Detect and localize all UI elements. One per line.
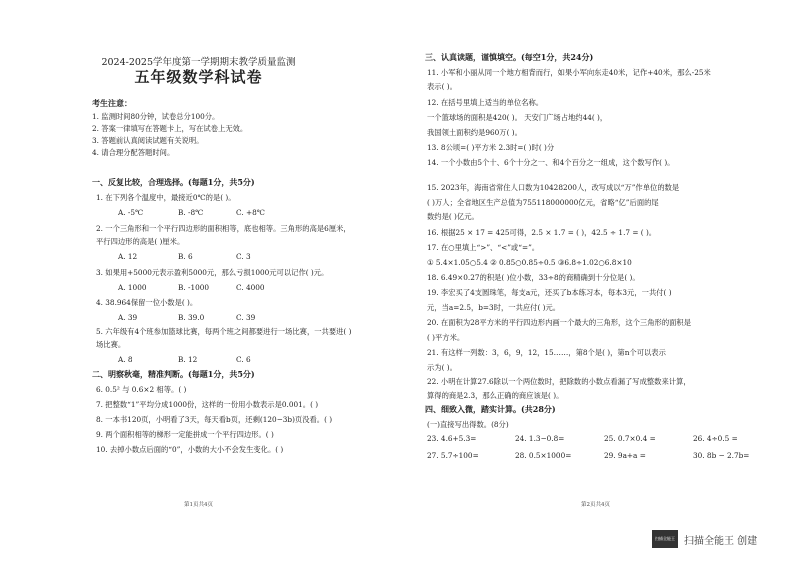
- question-22-line-1: 22. 小明在计算27.6除以一个两位数时，把除数的小数点看漏了写成整数来计算，: [427, 377, 691, 386]
- q2-option-a: A. 12: [118, 252, 138, 261]
- question-3: 3. 如果用+5000元表示盈利5000元，那么亏损1000元可以记作( )元。: [96, 268, 329, 277]
- question-17-line-2: ① 5.4×1.05○5.4 ② 0.85○0.85÷0.5 ③6.8÷1.02○6.8×10: [427, 258, 632, 267]
- exam-title: 五年级数学科试卷: [134, 68, 263, 86]
- question-19-line-2: 元，当a=2.5，b=3时，一共应付( )元。: [427, 303, 561, 312]
- q2-option-b: B. 6: [178, 252, 193, 261]
- q4-option-b: B. 39.0: [178, 313, 205, 322]
- q3-option-c: C. 4000: [236, 283, 265, 292]
- question-17-line-1: 17. 在○里填上“>”、“<”或“=”。: [427, 243, 540, 252]
- question-21-line-1: 21. 有这样一列数：3，6，9，12，15……，第8个是( )，第n个可以表示: [427, 348, 666, 357]
- question-7: 7. 把整数“1”平均分成1000份，这样的一份用小数表示是0.001。( ): [96, 400, 319, 409]
- q3-option-a: A. 1000: [118, 283, 147, 292]
- calc-28: 28. 0.5×1000=: [515, 451, 572, 460]
- question-21-line-2: 示为( )。: [427, 363, 457, 372]
- question-19-line-1: 19. 李宏买了4支圆珠笔，每支a元，还买了b本练习本，每本3元，一共付( ): [427, 288, 672, 297]
- question-18: 18. 6.49×0.27的积是( )位小数，33÷8的商精确到十分位是( )。: [427, 273, 640, 282]
- question-15-line-1: 15. 2023年，海南省常住人口数为10428200人，改写成以“万”作单位的数是: [427, 183, 680, 192]
- calc-24: 24. 1.3−0.8=: [515, 434, 565, 443]
- q4-option-c: C. 39: [236, 313, 256, 322]
- notice-4: 4. 请合理分配答题时间。: [92, 148, 175, 157]
- question-16: 16. 根据25 × 17 = 425可得，2.5 × 1.7 = ( )，42.5 ÷ 1.7 = ( )。: [427, 228, 657, 237]
- question-12-line-1: 12. 在括号里填上适当的单位名称。: [427, 98, 544, 107]
- question-8: 8. 一本书120页，小明看了3天，每天看b页，还剩(120−3b)页没看。( ): [96, 415, 333, 424]
- question-6: 6. 0.5² 与 0.6×2 相等。( ): [96, 385, 187, 394]
- calc-27: 27. 5.7÷100=: [427, 451, 479, 460]
- section-3-heading: 三、认真读题，谨慎填空。(每空1分，共24分): [425, 52, 594, 62]
- section-1-heading: 一、反复比较，合理选择。(每题1分，共5分): [92, 177, 255, 187]
- question-11-line-2: 表示( )。: [427, 82, 457, 91]
- notice-header: 考生注意：: [92, 98, 132, 108]
- calc-29: 29. 9a+a =: [604, 451, 646, 460]
- q2-option-c: C. 3: [236, 252, 251, 261]
- notice-3: 3. 答题前认真阅读试题有关说明。: [92, 136, 204, 145]
- question-15-line-3: 数约是( )亿元。: [427, 212, 479, 221]
- q4-option-a: A. 39: [118, 313, 138, 322]
- calc-30: 30. 8b − 2.7b=: [693, 451, 750, 460]
- scanner-logo-icon: 扫描全能王: [652, 530, 678, 548]
- q5-option-b: B. 12: [178, 355, 198, 364]
- question-12-line-3: 我国领土面积约是960万( )。: [427, 128, 522, 137]
- watermark-text: 扫描全能王 创建: [684, 535, 758, 547]
- question-15-line-2: ( )万人；全省地区生产总值为755118000000亿元，省略“亿”后面的尾: [427, 198, 659, 207]
- calc-23: 23. 4.6+5.3=: [427, 434, 477, 443]
- question-9: 9. 两个面积相等的梯形一定能拼成一个平行四边形。( ): [96, 430, 274, 439]
- q1-option-a: A. -5℃: [118, 208, 144, 217]
- question-20-line-2: ( )平方米。: [427, 333, 465, 342]
- scanner-watermark: [652, 530, 757, 548]
- q1-option-b: B. -8℃: [178, 208, 204, 217]
- notice-2: 2. 答案一律填写在答题卡上，写在试卷上无效。: [92, 124, 248, 133]
- question-5-line-2: 场比赛。: [96, 340, 126, 349]
- section-4-heading: 四、细致入微，踏实计算。(共28分): [425, 404, 556, 414]
- notice-1: 1. 监测时间80分钟，试卷总分100分。: [92, 112, 220, 121]
- question-14: 14. 一个小数由5个十、6个十分之一、和4个百分之一组成，这个数写作( )。: [427, 158, 675, 167]
- q5-option-a: A. 8: [118, 355, 133, 364]
- section-4-subheading: (一)直接写出得数。(8分): [427, 420, 509, 429]
- question-2-line-2: 平行四边形的高是( )厘米。: [96, 237, 185, 246]
- exam-page-2: [397, 0, 794, 561]
- calc-26: 26. 4÷0.5 =: [693, 434, 738, 443]
- page-2-footer: 第2页共4页: [581, 502, 610, 508]
- page-1-footer: 第1页共4页: [184, 502, 213, 508]
- question-13: 13. 8公顷=( )平方米 2.3时=( )时( )分: [427, 143, 555, 152]
- question-20-line-1: 20. 在面积为28平方米的平行四边形内画一个最大的三角形，这个三角形的面积是: [427, 318, 692, 327]
- q5-option-c: C. 6: [236, 355, 251, 364]
- question-4: 4. 38.964保留一位小数是( )。: [96, 298, 198, 307]
- question-12-line-2: 一个篮球场的面积是420( )。 天安门广场占地约44( )，: [427, 113, 608, 122]
- section-2-heading: 二、明察秋毫，精准判断。(每题1分，共5分): [92, 369, 255, 379]
- question-2-line-1: 2. 一个三角形和一个平行四边形的面积相等，底也相等。三角形的高是6厘米，: [96, 224, 351, 233]
- q1-option-c: C. +8℃: [236, 208, 265, 217]
- question-5-line-1: 5. 六年级有4个班参加篮球比赛，每两个班之间都要进行一场比赛，一共要进( ): [96, 327, 352, 336]
- question-1: 1. 在下列各个温度中，最接近0℃的是( )。: [96, 193, 236, 202]
- calc-25: 25. 0.7×0.4 =: [604, 434, 656, 443]
- q3-option-b: B. -1000: [178, 283, 210, 292]
- question-10: 10. 去掉小数点后面的“0”，小数的大小不会发生变化。( ): [96, 445, 284, 454]
- exam-subtitle: 2024-2025学年度第一学期期末教学质量监测: [101, 57, 296, 68]
- question-11-line-1: 11. 小军和小丽从同一个地方相背而行，如果小军向东走40米，记作+40米，那么-25米: [427, 68, 711, 77]
- question-22-line-2: 算得的商是2.3，那么正确的商应该是( )。: [427, 391, 564, 400]
